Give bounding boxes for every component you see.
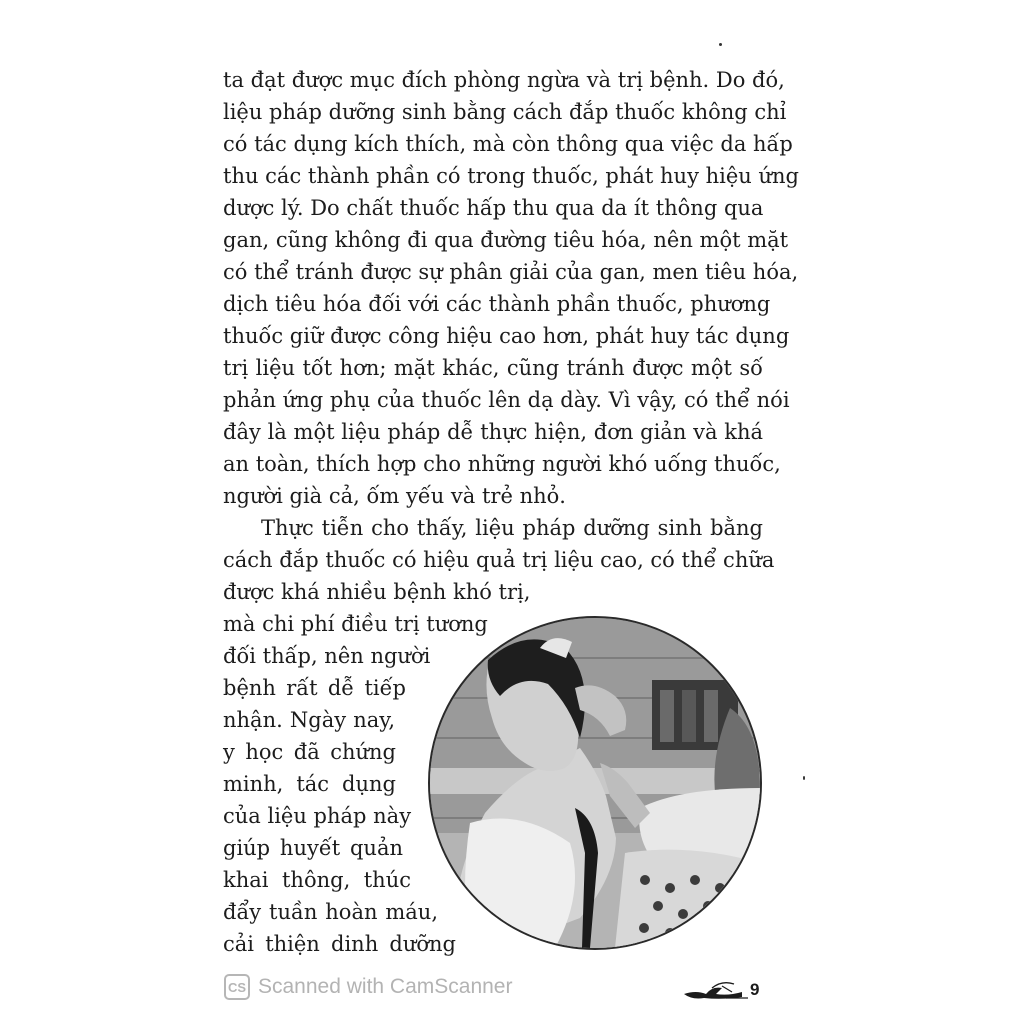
- wrapped-text-line: nhận. Ngày nay,: [223, 708, 395, 732]
- wrapped-text-line: bệnh rất dễ tiếp: [223, 676, 406, 700]
- text-line: gan, cũng không đi qua đường tiêu hóa, nên một mặt: [223, 228, 789, 252]
- text-line: dược lý. Do chất thuốc hấp thu qua da ít thông qua: [223, 196, 764, 220]
- text-line: đây là một liệu pháp dễ thực hiện, đơn giản và khá: [223, 420, 763, 444]
- text-line: ta đạt được mục đích phòng ngừa và trị bệnh. Do đó,: [223, 68, 785, 92]
- scanner-watermark-text: Scanned with CamScanner: [258, 975, 513, 998]
- text-line: cách đắp thuốc có hiệu quả trị liệu cao, có thể chữa: [223, 548, 775, 572]
- massage-photo: [428, 616, 762, 950]
- wrapped-text-line: mà chi phí điều trị tương: [223, 612, 488, 636]
- paper-speck: [803, 776, 805, 780]
- scanner-watermark: [224, 974, 512, 1000]
- bird-ornament-icon: [682, 978, 748, 1002]
- wrapped-text-line: y học đã chứng: [223, 740, 396, 764]
- text-line: thuốc giữ được công hiệu cao hơn, phát huy tác dụng: [223, 324, 790, 348]
- paragraph-first-line: Thực tiễn cho thấy, liệu pháp dưỡng sinh bằng: [261, 516, 763, 540]
- massage-photo-illustration: [430, 618, 760, 948]
- main-text-block: [223, 64, 799, 608]
- text-line: có thể tránh được sự phân giải của gan, men tiêu hóa,: [223, 260, 799, 284]
- wrapped-text-line: cải thiện dinh dưỡng: [223, 932, 456, 956]
- wrapped-text-line: của liệu pháp này: [223, 804, 412, 828]
- page-number-area: [682, 978, 759, 1002]
- wrapped-text-line: giúp huyết quản: [223, 836, 403, 860]
- text-line: người già cả, ốm yếu và trẻ nhỏ.: [223, 484, 566, 508]
- wrapped-text-line: khai thông, thúc: [223, 868, 411, 892]
- text-line: phản ứng phụ của thuốc lên dạ dày. Vì vậy, có thể nói: [223, 388, 790, 412]
- text-line: trị liệu tốt hơn; mặt khác, cũng tránh được một số: [223, 356, 763, 380]
- text-line: được khá nhiều bệnh khó trị,: [223, 580, 531, 604]
- text-line: an toàn, thích hợp cho những người khó uống thuốc,: [223, 452, 781, 476]
- page-number: 9: [750, 980, 760, 999]
- camscanner-logo-icon: CS: [224, 974, 250, 1000]
- text-line: liệu pháp dưỡng sinh bằng cách đắp thuốc không chỉ: [223, 100, 787, 124]
- text-line: có tác dụng kích thích, mà còn thông qua việc da hấp: [223, 132, 793, 156]
- text-line: thu các thành phần có trong thuốc, phát huy hiệu ứng: [223, 164, 799, 188]
- wrapped-text-line: minh, tác dụng: [223, 772, 396, 796]
- wrapped-text-line: đẩy tuần hoàn máu,: [223, 900, 438, 924]
- text-line: dịch tiêu hóa đối với các thành phần thuốc, phương: [223, 292, 771, 316]
- paper-speck: [719, 43, 722, 46]
- wrapped-text-line: đối thấp, nên người: [223, 644, 431, 668]
